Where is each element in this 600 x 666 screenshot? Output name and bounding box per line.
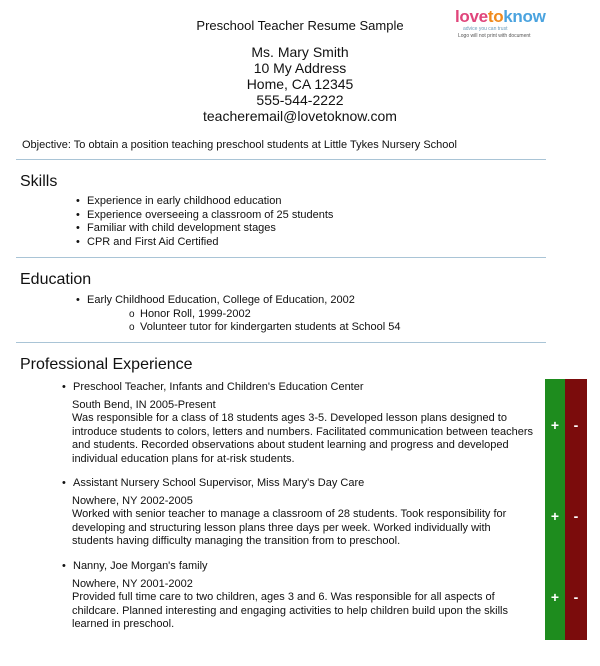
list-item: o Volunteer tutor for kindergarten students at School 54 [129,321,401,335]
job-title: • Nanny, Joe Morgan's family [62,560,534,574]
contact-email: teacheremail@lovetoknow.com [203,108,397,124]
objective-text: Objective: To obtain a position teaching preschool students at Little Tykes Nursery School [22,139,457,151]
job-description: Provided full time care to two children, ages 3 and 6. Was responsible for all aspects of childcare. Planned interesting and engaging activities to help children build upon the skills learned in preschool. [72,591,508,631]
lovetoknow-logo [455,8,595,40]
education-degree: Early Childhood Education, College of Education, 2002 [87,294,355,306]
job-location-dates: South Bend, IN 2005-Present [72,398,216,411]
education-details [87,308,401,335]
list-item: • CPR and First Aid Certified [76,236,333,250]
logo-print-note: Logo will not print with document [458,33,531,39]
job-location-dates: Nowhere, NY 2001-2002 [72,577,193,590]
list-item: • Experience in early childhood education [76,195,333,209]
list-item: • Familiar with child development stages [76,222,333,236]
contact-address: 10 My Address [253,60,347,76]
contact-phone: 555-544-2222 [256,92,344,108]
contact-block [0,44,600,124]
remove-job-3-button[interactable]: - [573,589,579,605]
add-job-2-button[interactable]: + [550,508,560,524]
job-title: • Assistant Nursery School Supervisor, Miss Mary's Day Care [62,477,534,491]
add-job-3-button[interactable]: + [550,589,560,605]
list-item: o Honor Roll, 1999-2002 [129,308,401,322]
job-description: Worked with senior teacher to manage a classroom of 28 students. Took responsibility for developing and structuring lesson plans three days per week. Worked individually with students having difficulty managing the transition from to preschool. [72,508,507,548]
logo-wordmark: lovetoknow [455,7,546,26]
contact-city: Home, CA 12345 [246,76,354,92]
list-item [76,294,401,335]
job-description: Was responsible for a class of 18 students ages 3-5. Developed lesson plans designed to introduce students to colors, letters and numbers. Facilitated communication between teachers and students. Recorded observations about student learning and progress and developed individual education plans for at-risk students. [72,412,534,465]
add-job-1-button[interactable]: + [550,417,560,433]
section-divider [16,159,546,160]
skills-heading: Skills [20,173,58,190]
document-title: Preschool Teacher Resume Sample [196,18,404,33]
remove-job-1-button[interactable]: - [573,417,579,433]
list-item: • Experience overseeing a classroom of 25 students [76,209,333,223]
education-heading: Education [20,271,92,288]
contact-name: Ms. Mary Smith [251,44,349,60]
job-entry [62,381,534,467]
experience-heading: Professional Experience [20,356,193,373]
remove-job-2-button[interactable]: - [573,508,579,524]
skills-list [76,195,333,249]
job-location-dates: Nowhere, NY 2002-2005 [72,494,193,507]
job-entry [62,560,534,632]
education-list [76,294,401,335]
job-title: • Preschool Teacher, Infants and Children's Education Center [62,381,534,395]
job-entry [62,477,534,549]
section-divider [16,257,546,258]
logo-tagline: advice you can trust [463,26,508,32]
section-divider [16,342,546,343]
